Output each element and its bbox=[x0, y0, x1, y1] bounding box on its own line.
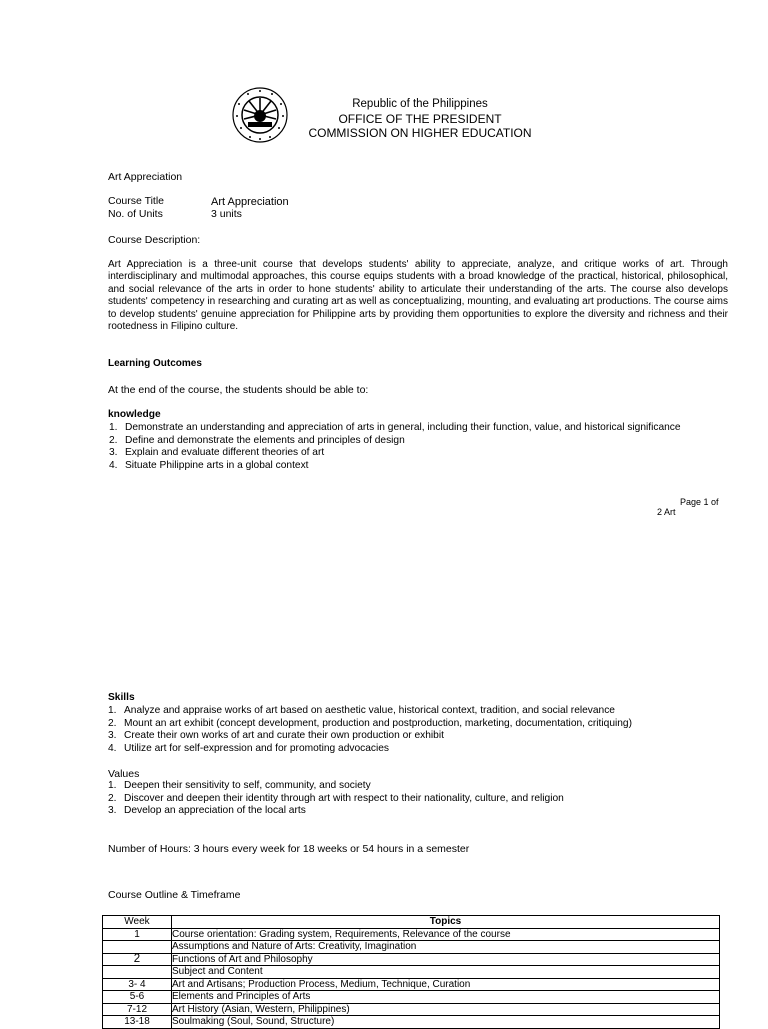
list-item: 3. Explain and evaluate different theories of art bbox=[109, 447, 325, 459]
units-value: 3 units bbox=[211, 208, 242, 220]
table-row bbox=[103, 941, 720, 954]
topic-cell: Art History (Asian, Western, Philippines) bbox=[172, 1003, 720, 1016]
commission-line: COMMISSION ON HIGHER EDUCATION bbox=[308, 126, 532, 140]
list-item: 2. Define and demonstrate the elements and principles of design bbox=[109, 434, 405, 446]
description-label: Course Description: bbox=[108, 234, 201, 246]
week-cell: 13-18 bbox=[103, 1016, 172, 1029]
topic-cell: Soulmaking (Soul, Sound, Structure) bbox=[172, 1016, 720, 1029]
course-outline-heading: Course Outline & Timeframe bbox=[108, 889, 241, 901]
list-item: 1. Analyze and appraise works of art based on aesthetic value, historical context, tradition, and social relevance bbox=[108, 705, 615, 716]
list-item: 4. Utilize art for self-expression and for promoting advocacies bbox=[108, 742, 389, 754]
list-item: 3. Develop an appreciation of the local arts bbox=[108, 805, 306, 817]
table-row bbox=[103, 928, 720, 941]
units-label: No. of Units bbox=[108, 208, 163, 220]
page-number-line1: Page 1 of bbox=[680, 497, 719, 507]
knowledge-list bbox=[109, 422, 729, 472]
topic-cell: Functions of Art and Philosophy bbox=[172, 953, 720, 966]
list-item: 2. Mount an art exhibit (concept development, production and postproduction, marketing, documentation, critiquing) bbox=[108, 717, 632, 729]
course-description: Art Appreciation is a three-unit course that develops students' ability to appreciate, analyze, and critique works of art. Through interdisciplinary and multimodal approaches, this course equips students with a broad knowledge of the practical, historical, philosophical, and social relevance of the arts in order to hone students' ability to articulate their understanding of the arts. The course also develops students' competency in researching and curating art as well as conceptualizing, mounting, and evaluating art productions. The course aims to develop students' genuine appreciation for Philippine arts by providing them opportunities to explore the diversity and richness and their rootedness in Filipino culture. bbox=[108, 259, 728, 333]
letterhead bbox=[300, 97, 540, 141]
list-item: 1. Deepen their sensitivity to self, community, and society bbox=[108, 780, 371, 791]
topic-cell: Subject and Content bbox=[172, 966, 720, 979]
list-item: 4. Situate Philippine arts in a global context bbox=[109, 459, 309, 471]
table-row bbox=[103, 978, 720, 991]
week-cell bbox=[103, 966, 172, 979]
course-outline-table bbox=[102, 915, 720, 1029]
week-column-header: Week bbox=[103, 916, 172, 929]
list-item: 2. Discover and deepen their identity through art with respect to their nationality, culture, and religion bbox=[108, 792, 564, 804]
course-title-label: Course Title bbox=[108, 195, 165, 207]
topics-column-header: Topics bbox=[172, 916, 720, 929]
values-heading: Values bbox=[108, 768, 140, 780]
table-row bbox=[103, 966, 720, 979]
week-cell: 2 bbox=[103, 953, 172, 966]
knowledge-heading: knowledge bbox=[108, 409, 161, 420]
page-number-line2: 2 Art bbox=[657, 507, 676, 517]
topic-cell: Course orientation: Grading system, Requirements, Relevance of the course bbox=[172, 928, 720, 941]
week-cell: 7-12 bbox=[103, 1003, 172, 1016]
week-cell: 1 bbox=[103, 928, 172, 941]
doc-title: Art Appreciation bbox=[108, 171, 183, 183]
table-row bbox=[103, 953, 720, 966]
table-row bbox=[103, 1003, 720, 1016]
table-row bbox=[103, 991, 720, 1004]
week-cell: 5-6 bbox=[103, 991, 172, 1004]
learning-outcomes-heading: Learning Outcomes bbox=[108, 358, 202, 369]
list-item: 3. Create their own works of art and curate their own production or exhibit bbox=[108, 730, 444, 742]
topic-cell: Elements and Principles of Arts bbox=[172, 991, 720, 1004]
topic-cell: Art and Artisans; Production Process, Medium, Technique, Curation bbox=[172, 978, 720, 991]
course-title-value: Art Appreciation bbox=[211, 196, 289, 208]
office-line: OFFICE OF THE PRESIDENT bbox=[338, 111, 502, 126]
outcomes-intro: At the end of the course, the students should be able to: bbox=[108, 384, 369, 396]
table-header-row bbox=[103, 916, 720, 929]
list-item: 1. Demonstrate an understanding and appreciation of arts in general, including their function, value, and historical significance bbox=[109, 422, 681, 433]
week-cell: 3- 4 bbox=[103, 978, 172, 991]
topic-cell: Assumptions and Nature of Arts: Creativity, Imagination bbox=[172, 941, 720, 954]
number-of-hours: Number of Hours: 3 hours every week for 18 weeks or 54 hours in a semester bbox=[108, 843, 470, 855]
table-row bbox=[103, 1016, 720, 1029]
skills-list bbox=[108, 705, 728, 755]
ched-seal-logo bbox=[231, 86, 289, 144]
skills-heading: Skills bbox=[108, 692, 135, 703]
values-list bbox=[108, 780, 728, 818]
week-cell bbox=[103, 941, 172, 954]
republic-line: Republic of the Philippines bbox=[352, 98, 488, 110]
